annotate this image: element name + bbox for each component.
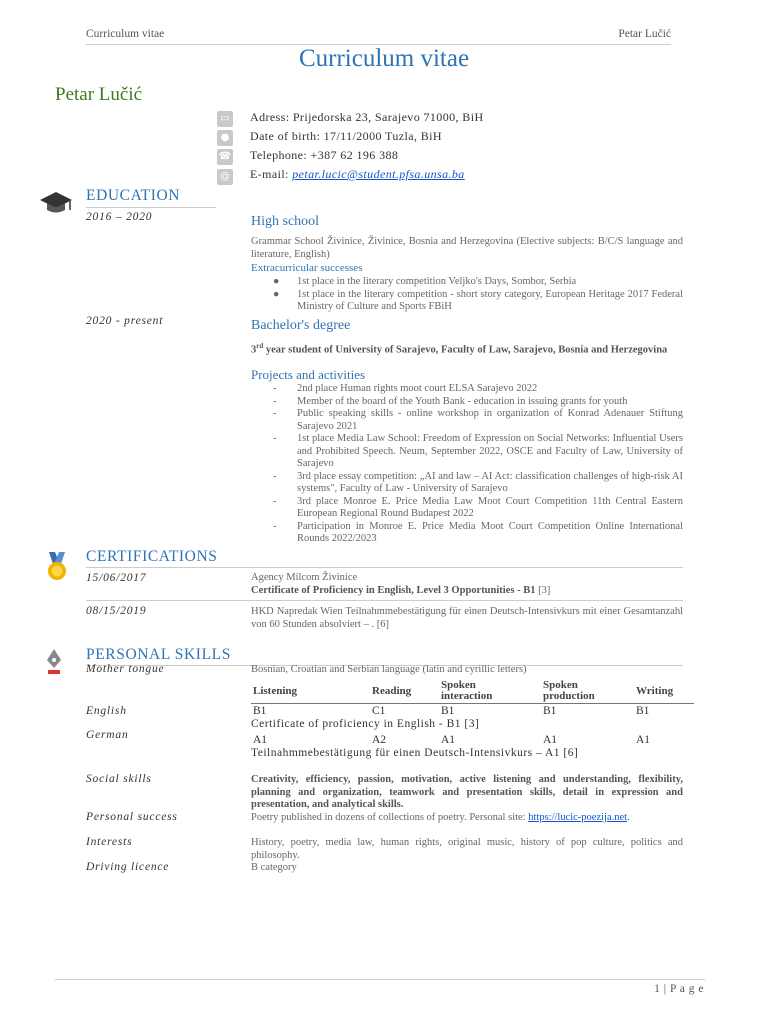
cert-row-divider: [86, 600, 683, 601]
contact-email-row: [250, 167, 465, 182]
education-desc-2: 3rd year student of University of Sarajevo, Faculty of Law, Sarajevo, Bosnia and Herzegovina: [251, 342, 668, 356]
col-spoken-production: Spoken production: [543, 679, 595, 702]
cert-date-1: 15/06/2017: [86, 572, 147, 584]
english-reading: C1: [372, 705, 386, 717]
english-cert: Certificate of proficiency in English - B1 [3]: [251, 718, 480, 730]
interests-label: Interests: [86, 836, 133, 848]
email-icon: @: [217, 169, 233, 185]
page-title: Curriculum vitae: [298, 45, 470, 72]
extracurricular-list: [251, 276, 683, 314]
english-writing: B1: [636, 705, 650, 717]
contact-birth: Date of birth: 17/11/2000 Tuzla, BiH: [250, 129, 442, 143]
page-number: 1 | P a g e: [654, 983, 704, 995]
personal-site-link[interactable]: https://lucic-poezija.net: [528, 812, 628, 823]
education-desc-1: Grammar School Živinice, Živinice, Bosnia and Herzegovina (Elective subjects: B/C/S language and literature, English): [251, 236, 683, 260]
medal-icon: [45, 552, 69, 582]
list-item: - 3rd place essay competition: „AI and law – AI Act: classification challenges of high-risk AI systems", Faculty of Law - University of Sarajevo: [273, 470, 683, 494]
list-item: ● 1st place in the literary competition - short story category, European Heritage 2017 Federal Ministry of Culture and Sports FBiH: [273, 288, 683, 312]
education-date-1: 2016 – 2020: [86, 211, 153, 223]
english-production: B1: [543, 705, 557, 717]
cert-date-2: 08/15/2019: [86, 605, 147, 617]
education-title-2: Bachelor's degree: [251, 318, 351, 333]
german-production: A1: [543, 734, 558, 746]
header-author: Petar Lučić: [618, 28, 671, 40]
education-date-2: 2020 - present: [86, 315, 164, 327]
list-item: ● 1st place in the literary competition Veljko's Days, Sombor, Serbia: [273, 276, 577, 287]
col-writing: Writing: [636, 685, 674, 697]
section-personal-skills: PERSONAL SKILLS: [86, 646, 231, 663]
driving-licence-value: B category: [251, 862, 297, 873]
person-icon: ●: [217, 130, 233, 146]
english-label: English: [86, 705, 127, 717]
footer-divider: [55, 979, 705, 980]
german-label: German: [86, 729, 129, 741]
cert-text-2: HKD Napredak Wien Teilnahmmebestätigung für einen Deutsch-Intensivkurs mit einer Gesamtanzahl von 60 Stunden absolviert – . [6]: [251, 606, 683, 630]
cert-title-1: Certificate of Proficiency in English, Level 3 Opportunities - B1 [3]: [251, 585, 551, 596]
english-interaction: B1: [441, 705, 455, 717]
social-skills-value: Creativity, efficiency, passion, motivation, active listening and understanding, flexibility, planning and organization, teamwork and presentation skills, detail in expression and presentation, and analytical skills.: [251, 774, 683, 810]
certifications-divider: [86, 567, 683, 568]
cert-org-1: Agency Milcom Živinice: [251, 572, 358, 583]
mother-tongue-label: Mother tongue: [86, 663, 165, 675]
german-listening: A1: [253, 734, 268, 746]
german-interaction: A1: [441, 734, 456, 746]
col-listening: Listening: [253, 685, 298, 697]
list-item: - Participation in Monroe E. Price Media Moot Court Competition Online International Rounds 2022/2023: [273, 520, 683, 544]
german-reading: A2: [372, 734, 387, 746]
contact-address: Adress: Prijedorska 23, Sarajevo 71000, BiH: [250, 110, 484, 124]
personal-success-value: Poetry published in dozens of collections of poetry. Personal site: https://lucic-poezija.net.: [251, 812, 630, 823]
projects-heading: Projects and activities: [251, 367, 366, 382]
email-link[interactable]: petar.lucic@student.pfsa.unsa.ba: [292, 167, 465, 181]
col-reading: Reading: [372, 685, 412, 697]
section-certifications: CERTIFICATIONS: [86, 548, 218, 565]
pen-nib-icon: [44, 648, 64, 676]
email-label: E-mail:: [250, 167, 293, 181]
education-divider: [86, 207, 216, 208]
extracurricular-heading: Extracurricular successes: [251, 262, 363, 274]
social-skills-label: Social skills: [86, 773, 152, 785]
phone-icon: ☎: [217, 149, 233, 165]
german-writing: A1: [636, 734, 651, 746]
driving-licence-label: Driving licence: [86, 861, 170, 873]
table-header-rule: [251, 703, 694, 704]
graduation-cap-icon: [39, 190, 73, 216]
mother-tongue-value: Bosnian, Croatian and Serbian language (latin and cyrillic letters): [251, 664, 527, 675]
list-item: - 1st place Media Law School: Freedom of Expression on Social Networks: Influential Users and Prohibited Speech. Neum, September 2022, OSCE and Faculty of Law, University of Sarajevo: [273, 433, 683, 469]
interests-value: History, poetry, media law, human rights, original music, history of pop culture, politics and philosophy.: [251, 837, 683, 861]
person-name: Petar Lučić: [55, 84, 143, 105]
col-spoken-interaction: Spoken interaction: [441, 679, 493, 702]
header-doc-title: Curriculum vitae: [86, 28, 165, 40]
education-title-1: High school: [251, 214, 320, 229]
projects-list: [251, 383, 683, 546]
address-icon: ▭: [217, 111, 233, 127]
english-listening: B1: [253, 705, 267, 717]
list-item: - Public speaking skills - online workshop in organization of Konrad Adenauer Stiftung Sarajevo 2021: [273, 408, 683, 432]
list-item: - 3rd place Monroe E. Price Media Law Moot Court Competition 11th Central Eastern European Regional Round Budapest 2022: [273, 495, 683, 519]
german-cert: Teilnahmmebestätigung für einen Deutsch-Intensivkurs – A1 [6]: [251, 747, 579, 759]
contact-phone: Telephone: +387 62 196 388: [250, 148, 399, 162]
list-item: - Member of the board of the Youth Bank - education in issuing grants for youth: [273, 395, 628, 407]
list-item: - 2nd place Human rights moot court ELSA Sarajevo 2022: [273, 383, 538, 394]
section-education: EDUCATION: [86, 187, 181, 204]
personal-success-label: Personal success: [86, 811, 178, 823]
